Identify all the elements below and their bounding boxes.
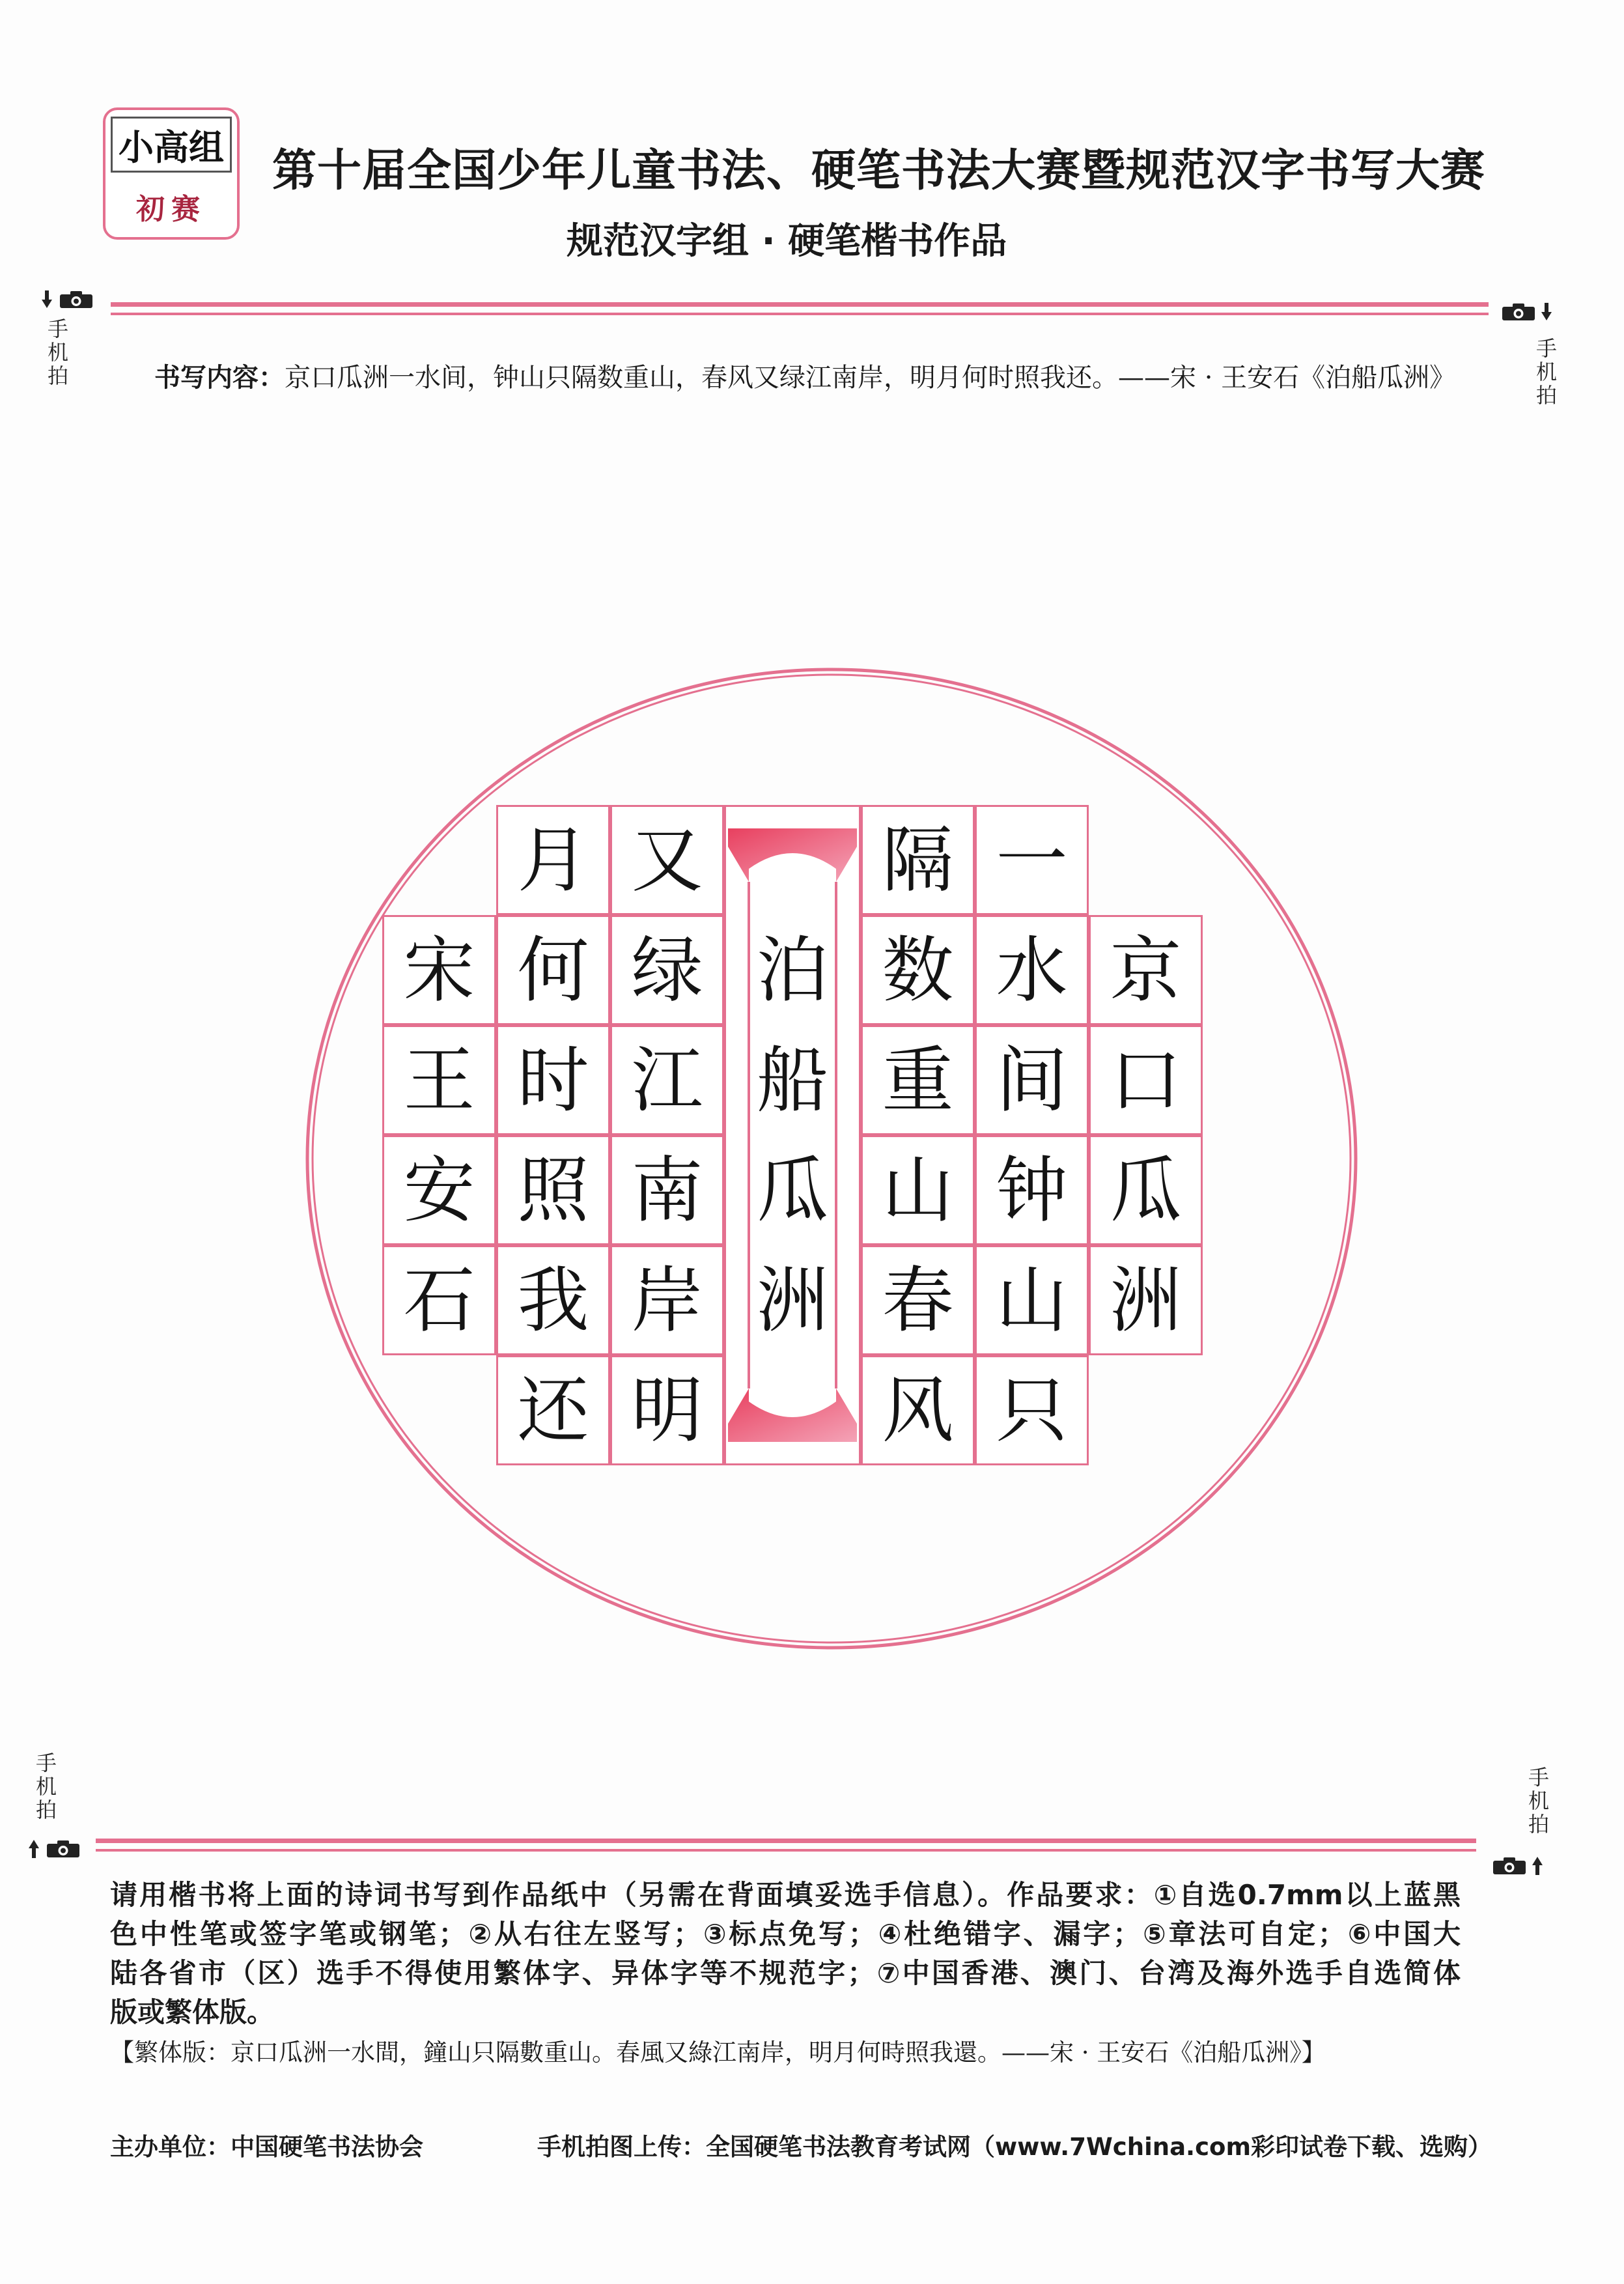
grid-cell — [382, 1245, 496, 1355]
badge-stage-label: 初赛 — [136, 193, 206, 226]
handwritten-char: 瓜 — [1110, 1148, 1182, 1232]
handwritten-char: 泊 — [757, 928, 828, 1012]
handwritten-char: 宋 — [403, 928, 475, 1012]
handwritten-char: 瓜 — [757, 1148, 828, 1232]
handwritten-char: 钟 — [996, 1148, 1068, 1232]
grid-cell — [975, 1245, 1089, 1355]
grid-cell — [861, 1135, 975, 1245]
bottom-rule-thin — [96, 1849, 1476, 1852]
grid-cell — [861, 1355, 975, 1465]
handwritten-char: 江 — [631, 1038, 703, 1122]
grid-cell — [1089, 1135, 1203, 1245]
handwritten-char: 一 — [996, 818, 1068, 902]
instruction-line: 请用楷书将上面的诗词书写到作品纸中（另需在背面填妥选手信息）。作品要求：①自选0.7mm以上蓝黑 — [110, 1879, 1461, 1911]
handwritten-char: 月 — [517, 818, 589, 902]
grid-cell — [975, 1135, 1089, 1245]
grid-cell — [610, 1025, 724, 1135]
grid-cell — [496, 805, 610, 915]
grid-cell — [1089, 915, 1203, 1025]
title-char-cell — [726, 1025, 859, 1135]
grid-cell — [1089, 1245, 1203, 1355]
badge-group-label: 小高组 — [111, 117, 232, 173]
handwritten-char: 何 — [517, 928, 589, 1012]
top-rule-thin — [111, 313, 1489, 315]
handwritten-char: 隔 — [882, 818, 954, 902]
handwritten-char: 照 — [517, 1148, 589, 1232]
handwritten-char: 间 — [996, 1038, 1068, 1122]
grid-cell — [610, 915, 724, 1025]
grid-cell — [975, 805, 1089, 915]
handwritten-char: 王 — [403, 1038, 475, 1122]
handwritten-char: 石 — [403, 1258, 475, 1342]
photo-mark-label: 手机拍 — [1525, 1766, 1550, 1837]
handwritten-char: 山 — [996, 1258, 1068, 1342]
grid-cell — [861, 1245, 975, 1355]
handwritten-char: 只 — [996, 1368, 1068, 1452]
handwritten-char: 京 — [1110, 928, 1182, 1012]
handwritten-char: 口 — [1110, 1038, 1182, 1122]
grid-cell — [861, 1025, 975, 1135]
instruction-line: 色中性笔或签字笔或钢笔；②从右往左竖写；③标点免写；④杜绝错字、漏字；⑤章法可自定；⑥中国大 — [110, 1918, 1461, 1950]
grid-cell — [382, 915, 496, 1025]
grid-cell — [610, 1355, 724, 1465]
writing-content-text: 京口瓜洲一水间，钟山只隔数重山，春风又绿江南岸，明月何时照我还。——宋 · 王安石《泊船瓜洲》 — [285, 363, 1456, 393]
top-rule-thick — [111, 302, 1489, 307]
page-subtitle: 规范汉字组 · 硬笔楷书作品 — [567, 220, 1007, 262]
instruction-line: 版或繁体版。 — [110, 1996, 275, 2028]
handwritten-char: 水 — [996, 928, 1068, 1012]
handwritten-char: 我 — [517, 1258, 589, 1342]
handwritten-char: 南 — [631, 1148, 703, 1232]
download-camera-icon — [1501, 302, 1553, 322]
photo-mark-label: 手机拍 — [44, 318, 69, 388]
handwritten-char: 绿 — [631, 928, 703, 1012]
photo-mark-label: 手机拍 — [1533, 337, 1558, 408]
handwritten-char: 春 — [882, 1258, 954, 1342]
handwritten-char: 重 — [882, 1038, 954, 1122]
bottom-rule-thick — [96, 1839, 1476, 1843]
grid-cell — [975, 1025, 1089, 1135]
handwritten-char: 安 — [403, 1148, 475, 1232]
handwritten-char: 洲 — [757, 1258, 828, 1342]
handwritten-char: 还 — [517, 1368, 589, 1452]
handwritten-char: 明 — [631, 1368, 703, 1452]
grid-cell — [610, 1245, 724, 1355]
grid-cell — [496, 915, 610, 1025]
grid-cell — [382, 1025, 496, 1135]
upload-camera-icon — [29, 1839, 81, 1859]
organizer: 主办单位：中国硬笔书法协会 — [110, 2133, 423, 2161]
traditional-version: 【繁体版：京口瓜洲一水間，鐘山只隔數重山。春風又綠江南岸，明月何時照我還。——宋 · 王安石《泊船瓜洲》】 — [110, 2038, 1326, 2066]
grid-cell — [496, 1355, 610, 1465]
grid-cell — [496, 1135, 610, 1245]
writing-content-label: 书写内容： — [154, 363, 285, 393]
handwritten-char: 岸 — [631, 1258, 703, 1342]
instruction-line: 陆各省市（区）选手不得使用繁体字、异体字等不规范字；⑦中国香港、澳门、台湾及海外选手自选简体 — [110, 1957, 1461, 1989]
upload-camera-icon — [1492, 1856, 1544, 1876]
title-char-cell — [726, 915, 859, 1025]
handwritten-char: 船 — [757, 1038, 828, 1122]
photo-mark-label: 手机拍 — [33, 1752, 57, 1822]
upload-info: 手机拍图上传：全国硬笔书法教育考试网（www.7Wchina.com彩印试卷下载、选购） — [537, 2133, 1492, 2161]
writing-content — [154, 357, 1455, 394]
instructions — [110, 1874, 1461, 2072]
page-title: 第十届全国少年儿童书法、硬笔书法大赛暨规范汉字书写大赛 — [272, 145, 1486, 197]
grid-cell — [975, 915, 1089, 1025]
group-badge — [103, 107, 240, 240]
title-column — [724, 805, 861, 1465]
grid-cell — [861, 915, 975, 1025]
handwritten-char: 山 — [882, 1148, 954, 1232]
title-char-cell — [726, 1245, 859, 1355]
handwritten-char: 时 — [517, 1038, 589, 1122]
handwritten-char: 洲 — [1110, 1258, 1182, 1342]
grid-cell — [1089, 1025, 1203, 1135]
grid-cell — [610, 805, 724, 915]
grid-cell — [496, 1245, 610, 1355]
handwritten-char: 数 — [882, 928, 954, 1012]
download-camera-icon — [42, 290, 94, 309]
handwritten-char: 风 — [882, 1368, 954, 1452]
grid-cell — [861, 805, 975, 915]
grid-cell — [610, 1135, 724, 1245]
grid-cell — [496, 1025, 610, 1135]
grid-cell — [382, 1135, 496, 1245]
title-char-cell — [726, 1135, 859, 1245]
handwritten-char: 又 — [631, 818, 703, 902]
grid-cell — [975, 1355, 1089, 1465]
